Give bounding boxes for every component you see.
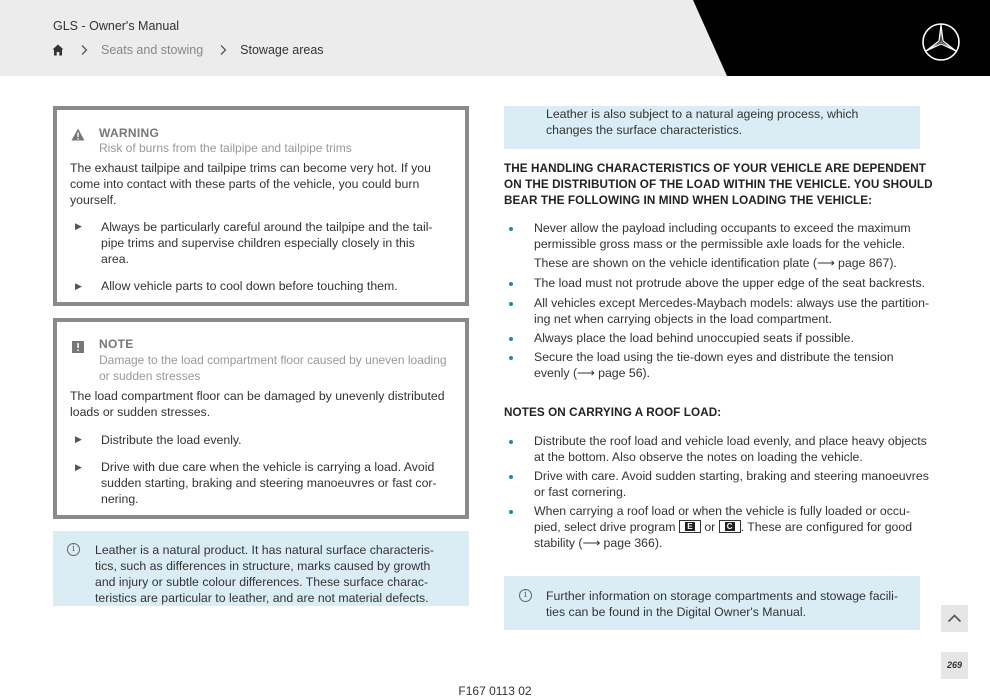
breadcrumb [52, 42, 324, 58]
chevron-right-icon [78, 44, 90, 56]
list-bullet [509, 475, 513, 479]
further-info-box [504, 576, 920, 630]
list-bullet [509, 440, 513, 444]
note-subtitle: Damage to the load compartment floor caused by uneven loading or sudden stresses [99, 353, 447, 383]
chevron-up-icon [941, 605, 968, 632]
image-reference-code: F167 0113 02 [458, 684, 532, 698]
arrow-bullet-icon: ▶ [75, 434, 82, 444]
warning-box [53, 106, 469, 306]
roof-item: Drive with care. Avoid sudden starting, braking and steering manoeuvres or fast cornering. [534, 469, 929, 499]
breadcrumb-current-page: Stowage areas [240, 43, 324, 57]
manual-title: GLS - Owner's Manual [53, 19, 180, 33]
list-bullet [509, 337, 513, 341]
warning-label: WARNING [99, 126, 160, 140]
leather-ageing-text: Leather is also subject to a natural ageing process, which changes the surface characteristics. [546, 107, 859, 137]
warning-item: Allow vehicle parts to cool down before touching them. [101, 279, 398, 293]
handling-item: Never allow the payload including occupants to exceed the maximum permissible gross mass or the permissible axle loads for the vehicle. [534, 221, 911, 251]
warning-body: The exhaust tailpipe and tailpipe trims can become very hot. If you come into contact with these parts of the vehicle, you could burn yourself. [70, 161, 431, 207]
warning-triangle-icon [71, 128, 85, 141]
header-bar [0, 0, 990, 76]
page-number: 269 [941, 652, 968, 679]
arrow-bullet-icon: ▶ [75, 462, 82, 472]
list-bullet [509, 356, 513, 360]
list-bullet [509, 227, 513, 231]
info-icon: i [67, 543, 80, 556]
roof-item: Distribute the roof load and vehicle load evenly, and place heavy objects at the bottom. Also observe the notes on loading the vehicle. [534, 434, 927, 464]
arrow-bullet-icon: ▶ [75, 281, 82, 291]
handling-item: The load must not protrude above the upper edge of the seat backrests. [534, 276, 926, 290]
roof-load-heading: NOTES ON CARRYING A ROOF LOAD: [504, 406, 722, 419]
scroll-to-top-button[interactable] [941, 605, 968, 632]
note-body: The load compartment floor can be damaged by unevenly distributed loads or sudden stresses. [70, 389, 445, 419]
leather-info-text: Leather is a natural product. It has natural surface characteris- tics, such as differences in structure, marks caused by growth and injury or subtle colour differences. These surface charac- teristics are particular to leather, and are not material defects. [95, 543, 435, 605]
note-item: Drive with due care when the vehicle is carrying a load. Avoid sudden starting, braking and steering manoeuvres or fast cor- nering. [101, 460, 437, 506]
note-box [53, 318, 469, 519]
breadcrumb-seats-and-stowing[interactable]: Seats and stowing [101, 43, 204, 57]
note-item: Distribute the load evenly. [101, 433, 242, 447]
roof-item: When carrying a roof load or when the vehicle is fully loaded or occu- pied, select drive program E or C . These are configured for good stability (⟶ page 366). [534, 504, 913, 550]
chevron-right-icon [217, 44, 229, 56]
drive-program-e-key: E [679, 520, 701, 533]
further-info-text: Further information on storage compartments and stowage facili- ties can be found in the Digital Owner's Manual. [546, 589, 898, 619]
home-icon[interactable] [52, 44, 64, 56]
handling-heading: THE HANDLING CHARACTERISTICS OF YOUR VEHICLE ARE DEPENDENT ON THE DISTRIBUTION OF THE LOAD WITHIN THE VEHICLE. YOU SHOULD BEAR THE FOLLOWING IN MIND WHEN LOADING THE VEHICLE: [504, 162, 933, 207]
arrow-bullet-icon: ▶ [75, 221, 82, 231]
handling-item: Always place the load behind unoccupied seats if possible. [534, 331, 854, 345]
brand-panel-edge [693, 0, 727, 76]
warning-subtitle: Risk of burns from the tailpipe and tailpipe trims [99, 141, 352, 155]
list-bullet [509, 282, 513, 286]
list-bullet [509, 302, 513, 306]
handling-item: Secure the load using the tie-down eyes and distribute the tension evenly (⟶ page 56). [534, 350, 894, 380]
list-bullet [509, 510, 513, 514]
note-exclamation-icon [72, 341, 84, 353]
leather-info-box [53, 531, 469, 606]
handling-item: All vehicles except Mercedes-Maybach models: always use the partition- ing net when carrying objects in the load compartment. [534, 296, 930, 326]
warning-item: Always be particularly careful around the tailpipe and the tail- pipe trims and supervise children especially closely in this area. [101, 220, 433, 266]
handling-item: These are shown on the vehicle identification plate (⟶ page 867). [534, 256, 897, 270]
mercedes-star-logo [921, 22, 961, 62]
info-icon: i [519, 589, 532, 602]
drive-program-c-key: C [719, 520, 741, 533]
note-label: NOTE [99, 337, 134, 351]
leather-ageing-info-box [504, 106, 920, 149]
